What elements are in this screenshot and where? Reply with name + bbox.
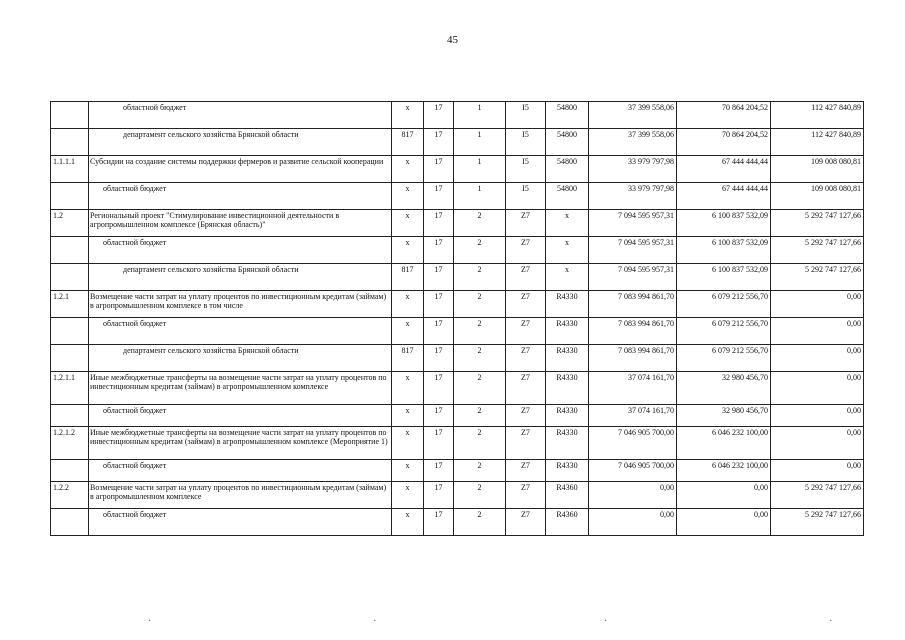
cell-code-4: R4330: [546, 460, 589, 482]
cell-grbs: 817: [392, 345, 424, 372]
cell-code-3: Z7: [506, 427, 546, 460]
table-row: [51, 372, 864, 405]
cell-code-1: 17: [424, 237, 454, 264]
cell-code-1: 17: [424, 210, 454, 237]
cell-amount-1: 0,00: [589, 482, 677, 509]
cell-amount-2: 67 444 444,44: [677, 183, 771, 210]
cell-code-2: 2: [454, 482, 506, 509]
table-row: [51, 482, 864, 509]
cell-amount-3: 0,00: [771, 372, 864, 405]
row-number: 1.2.1.2: [51, 427, 89, 460]
cell-amount-2: 70 864 204,52: [677, 129, 771, 156]
table-row: [51, 102, 864, 129]
cell-code-4: R4360: [546, 509, 589, 536]
cell-code-4: x: [546, 237, 589, 264]
cell-code-3: Z7: [506, 460, 546, 482]
cell-grbs: 817: [392, 129, 424, 156]
cell-code-3: Z7: [506, 318, 546, 345]
cell-grbs: x: [392, 482, 424, 509]
cell-amount-1: 0,00: [589, 509, 677, 536]
cell-code-2: 2: [454, 264, 506, 291]
row-name: областной бюджет: [89, 460, 392, 482]
cell-amount-3: 112 427 840,89: [771, 129, 864, 156]
row-name: Региональный проект "Стимулирование инвестиционной деятельности в агропромышленном комплексе (Брянская область)": [89, 210, 392, 237]
cell-code-3: Z7: [506, 372, 546, 405]
cell-code-2: 2: [454, 210, 506, 237]
cell-code-4: 54800: [546, 102, 589, 129]
cell-amount-1: 33 979 797,98: [589, 183, 677, 210]
row-number: [51, 405, 89, 427]
cell-code-3: Z7: [506, 264, 546, 291]
cell-amount-1: 7 046 905 700,00: [589, 427, 677, 460]
cell-code-1: 17: [424, 318, 454, 345]
table-row: [51, 156, 864, 183]
cell-amount-1: 37 074 161,70: [589, 405, 677, 427]
cell-code-1: 17: [424, 482, 454, 509]
cell-code-4: R4330: [546, 427, 589, 460]
cell-amount-1: 7 094 595 957,31: [589, 210, 677, 237]
cell-amount-3: 5 292 747 127,66: [771, 482, 864, 509]
cell-code-1: 17: [424, 156, 454, 183]
cell-grbs: x: [392, 509, 424, 536]
table-row: [51, 264, 864, 291]
cell-grbs: x: [392, 237, 424, 264]
row-name: Субсидии на создание системы поддержки фермеров и развитие сельской кооперации: [89, 156, 392, 183]
cell-code-1: 17: [424, 509, 454, 536]
budget-table: [50, 101, 864, 536]
cell-code-2: 1: [454, 183, 506, 210]
cell-amount-3: 5 292 747 127,66: [771, 264, 864, 291]
scan-speck: ·: [148, 616, 152, 627]
scan-speck: ·: [373, 616, 377, 627]
cell-grbs: x: [392, 427, 424, 460]
cell-code-3: Z7: [506, 509, 546, 536]
cell-code-2: 1: [454, 156, 506, 183]
cell-amount-1: 7 083 994 861,70: [589, 318, 677, 345]
cell-code-1: 17: [424, 129, 454, 156]
cell-amount-1: 33 979 797,98: [589, 156, 677, 183]
table-row: [51, 129, 864, 156]
cell-amount-1: 37 399 558,06: [589, 129, 677, 156]
cell-amount-2: 6 100 837 532,09: [677, 264, 771, 291]
table-row: [51, 460, 864, 482]
table-row: [51, 345, 864, 372]
cell-code-1: 17: [424, 183, 454, 210]
cell-grbs: x: [392, 102, 424, 129]
row-name: областной бюджет: [89, 405, 392, 427]
cell-amount-3: 0,00: [771, 345, 864, 372]
cell-amount-3: 0,00: [771, 405, 864, 427]
cell-code-2: 1: [454, 129, 506, 156]
scan-speck: ·: [604, 616, 608, 627]
row-name: Иные межбюджетные трансферты на возмещение части затрат на уплату процентов по инвестиционным кредитам (займам) в агропромышленном комплексе: [89, 372, 392, 405]
cell-grbs: x: [392, 318, 424, 345]
cell-amount-2: 0,00: [677, 509, 771, 536]
row-name: Иные межбюджетные трансферты на возмещение части затрат на уплату процентов по инвестиционным кредитам (займам) в агропромышленном комплексе (Мероприятие 1): [89, 427, 392, 460]
row-name: Возмещение части затрат на уплату процентов по инвестиционным кредитам (займам) в агропромышленном комплексе: [89, 482, 392, 509]
cell-amount-3: 5 292 747 127,66: [771, 237, 864, 264]
cell-amount-3: 0,00: [771, 460, 864, 482]
cell-amount-2: 0,00: [677, 482, 771, 509]
row-name: областной бюджет: [89, 183, 392, 210]
cell-amount-2: 6 100 837 532,09: [677, 237, 771, 264]
cell-code-2: 2: [454, 318, 506, 345]
cell-code-3: Z7: [506, 210, 546, 237]
table-row: [51, 210, 864, 237]
row-number: [51, 237, 89, 264]
cell-amount-2: 6 046 232 100,00: [677, 427, 771, 460]
row-name: департамент сельского хозяйства Брянской области: [89, 129, 392, 156]
cell-code-4: R4360: [546, 482, 589, 509]
table-row: [51, 291, 864, 318]
cell-amount-1: 7 046 905 700,00: [589, 460, 677, 482]
cell-amount-2: 6 046 232 100,00: [677, 460, 771, 482]
table-row: [51, 183, 864, 210]
cell-grbs: x: [392, 291, 424, 318]
cell-code-3: Z7: [506, 291, 546, 318]
row-number: [51, 509, 89, 536]
row-number: 1.2.2: [51, 482, 89, 509]
table-row: [51, 405, 864, 427]
cell-code-2: 2: [454, 237, 506, 264]
cell-amount-2: 70 864 204,52: [677, 102, 771, 129]
cell-amount-3: 112 427 840,89: [771, 102, 864, 129]
row-name: областной бюджет: [89, 509, 392, 536]
cell-code-4: R4330: [546, 345, 589, 372]
row-number: 1.2.1.1: [51, 372, 89, 405]
cell-grbs: x: [392, 156, 424, 183]
table-row: [51, 318, 864, 345]
row-name: департамент сельского хозяйства Брянской области: [89, 264, 392, 291]
row-number: [51, 102, 89, 129]
cell-code-4: R4330: [546, 291, 589, 318]
cell-amount-1: 7 083 994 861,70: [589, 291, 677, 318]
row-number: [51, 318, 89, 345]
cell-grbs: x: [392, 460, 424, 482]
row-name: областной бюджет: [89, 102, 392, 129]
cell-amount-2: 32 980 456,70: [677, 405, 771, 427]
cell-amount-2: 6 100 837 532,09: [677, 210, 771, 237]
cell-amount-2: 32 980 456,70: [677, 372, 771, 405]
cell-amount-3: 0,00: [771, 318, 864, 345]
cell-amount-3: 109 008 080,81: [771, 156, 864, 183]
row-number: 1.1.1.1: [51, 156, 89, 183]
cell-code-4: R4330: [546, 372, 589, 405]
cell-code-2: 1: [454, 102, 506, 129]
table-body: [51, 102, 864, 536]
row-name: областной бюджет: [89, 318, 392, 345]
cell-code-2: 2: [454, 345, 506, 372]
row-number: 1.2.1: [51, 291, 89, 318]
cell-amount-1: 37 399 558,06: [589, 102, 677, 129]
row-number: [51, 264, 89, 291]
cell-code-1: 17: [424, 291, 454, 318]
row-number: [51, 345, 89, 372]
table-row: [51, 427, 864, 460]
cell-code-2: 2: [454, 291, 506, 318]
cell-code-1: 17: [424, 427, 454, 460]
cell-code-4: 54800: [546, 129, 589, 156]
cell-amount-1: 7 083 994 861,70: [589, 345, 677, 372]
cell-amount-2: 67 444 444,44: [677, 156, 771, 183]
cell-amount-3: 0,00: [771, 427, 864, 460]
row-number: [51, 460, 89, 482]
cell-code-4: x: [546, 264, 589, 291]
cell-code-1: 17: [424, 264, 454, 291]
cell-code-4: 54800: [546, 156, 589, 183]
cell-grbs: x: [392, 405, 424, 427]
cell-amount-1: 7 094 595 957,31: [589, 264, 677, 291]
cell-amount-3: 5 292 747 127,66: [771, 210, 864, 237]
cell-code-3: I5: [506, 102, 546, 129]
table-row: [51, 237, 864, 264]
cell-code-3: I5: [506, 156, 546, 183]
cell-code-2: 2: [454, 427, 506, 460]
cell-code-1: 17: [424, 460, 454, 482]
cell-code-3: Z7: [506, 405, 546, 427]
row-name: департамент сельского хозяйства Брянской области: [89, 345, 392, 372]
cell-code-3: Z7: [506, 237, 546, 264]
row-number: [51, 129, 89, 156]
cell-amount-2: 6 079 212 556,70: [677, 291, 771, 318]
cell-code-1: 17: [424, 372, 454, 405]
cell-grbs: x: [392, 183, 424, 210]
row-name: Возмещение части затрат на уплату процентов по инвестиционным кредитам (займам) в агропромышленном комплексе в том числе: [89, 291, 392, 318]
cell-amount-2: 6 079 212 556,70: [677, 318, 771, 345]
cell-grbs: 817: [392, 264, 424, 291]
cell-code-1: 17: [424, 345, 454, 372]
cell-grbs: x: [392, 372, 424, 405]
cell-code-3: I5: [506, 129, 546, 156]
cell-code-4: x: [546, 210, 589, 237]
cell-code-1: 17: [424, 405, 454, 427]
cell-code-2: 2: [454, 509, 506, 536]
cell-code-2: 2: [454, 405, 506, 427]
cell-code-1: 17: [424, 102, 454, 129]
cell-amount-1: 37 074 161,70: [589, 372, 677, 405]
cell-amount-3: 109 008 080,81: [771, 183, 864, 210]
cell-code-2: 2: [454, 460, 506, 482]
cell-amount-2: 6 079 212 556,70: [677, 345, 771, 372]
cell-code-4: R4330: [546, 318, 589, 345]
cell-code-2: 2: [454, 372, 506, 405]
cell-amount-3: 0,00: [771, 291, 864, 318]
page-number: 45: [447, 34, 458, 46]
scan-speck: ·: [829, 616, 833, 627]
cell-code-3: I5: [506, 183, 546, 210]
table-row: [51, 509, 864, 536]
cell-code-4: R4330: [546, 405, 589, 427]
cell-code-3: Z7: [506, 482, 546, 509]
cell-code-3: Z7: [506, 345, 546, 372]
row-number: [51, 183, 89, 210]
cell-code-4: 54800: [546, 183, 589, 210]
cell-amount-3: 5 292 747 127,66: [771, 509, 864, 536]
row-name: областной бюджет: [89, 237, 392, 264]
row-number: 1.2: [51, 210, 89, 237]
cell-grbs: x: [392, 210, 424, 237]
cell-amount-1: 7 094 595 957,31: [589, 237, 677, 264]
